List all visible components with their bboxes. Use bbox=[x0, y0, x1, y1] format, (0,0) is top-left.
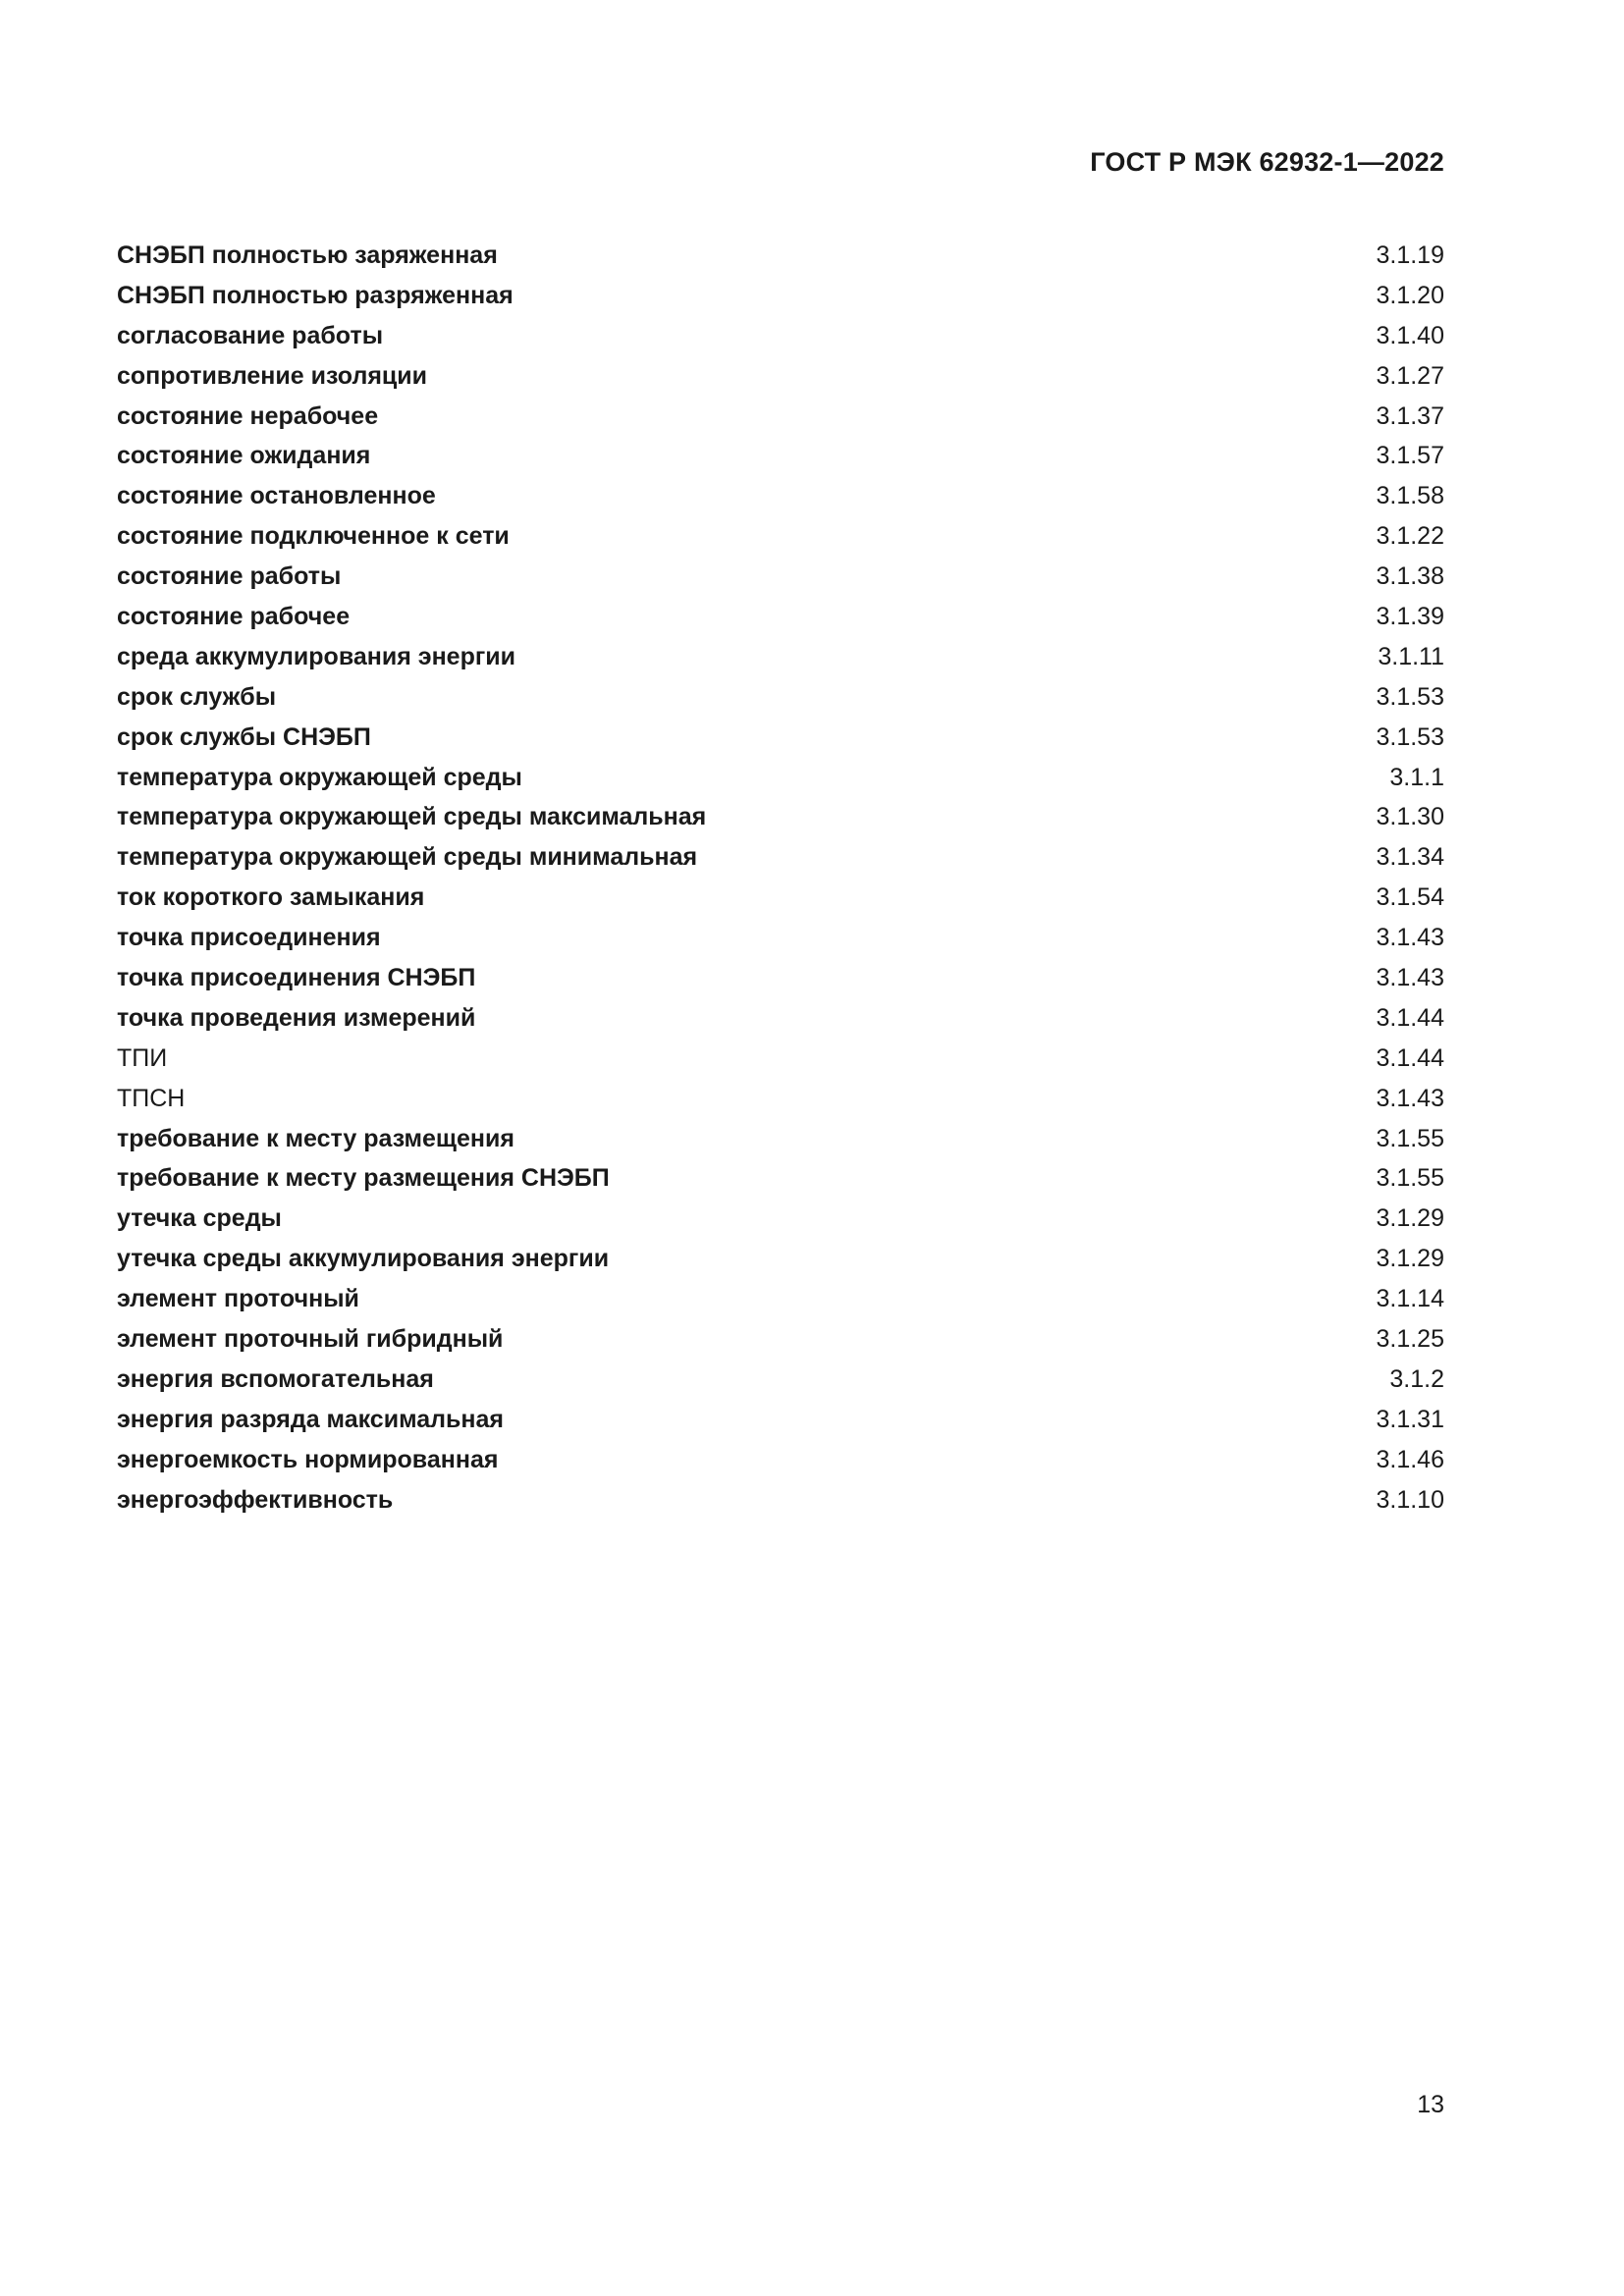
index-ref: 3.1.46 bbox=[1376, 1445, 1444, 1473]
index-row bbox=[117, 1119, 1444, 1159]
index-term: срок службы СНЭБП bbox=[117, 722, 371, 751]
index-ref: 3.1.43 bbox=[1376, 1084, 1444, 1112]
index-term: состояние рабочее bbox=[117, 603, 351, 631]
index-ref: 3.1.30 bbox=[1376, 803, 1444, 831]
index-term: точка присоединения bbox=[117, 924, 381, 952]
index-term: требование к месту размещения СНЭБП bbox=[117, 1164, 610, 1193]
index-row bbox=[117, 1239, 1444, 1279]
index-ref: 3.1.31 bbox=[1376, 1405, 1444, 1433]
index-term: ТПИ bbox=[117, 1043, 168, 1072]
index-row bbox=[117, 1279, 1444, 1319]
index-ref: 3.1.44 bbox=[1376, 1003, 1444, 1032]
index-ref: 3.1.2 bbox=[1389, 1364, 1444, 1393]
index-term: энергия разряда максимальная bbox=[117, 1405, 504, 1433]
index-term: ТПСН bbox=[117, 1084, 186, 1112]
index-term: состояние ожидания bbox=[117, 442, 371, 470]
index-term: согласование работы bbox=[117, 321, 384, 349]
index-ref: 3.1.58 bbox=[1376, 482, 1444, 510]
index-row bbox=[117, 476, 1444, 516]
index-row bbox=[117, 1400, 1444, 1440]
index-term: СНЭБП полностью заряженная bbox=[117, 241, 498, 269]
index-term: энергия вспомогательная bbox=[117, 1364, 434, 1393]
index-row bbox=[117, 1039, 1444, 1079]
index-row bbox=[117, 918, 1444, 958]
index-term: сопротивление изоляции bbox=[117, 361, 428, 390]
index-ref: 3.1.25 bbox=[1376, 1325, 1444, 1354]
index-term: требование к месту размещения bbox=[117, 1124, 514, 1152]
page-number: 13 bbox=[1417, 2091, 1444, 2118]
index-ref: 3.1.1 bbox=[1389, 763, 1444, 791]
index-ref: 3.1.29 bbox=[1376, 1245, 1444, 1273]
index-row bbox=[117, 1079, 1444, 1119]
index-term: точка проведения измерений bbox=[117, 1003, 476, 1032]
index-ref: 3.1.53 bbox=[1376, 722, 1444, 751]
index-term: температура окружающей среды bbox=[117, 763, 522, 791]
index-ref: 3.1.34 bbox=[1376, 843, 1444, 872]
index-row bbox=[117, 758, 1444, 798]
index-row bbox=[117, 797, 1444, 837]
term-index-list bbox=[117, 236, 1444, 1521]
index-row bbox=[117, 837, 1444, 878]
index-row bbox=[117, 1199, 1444, 1239]
index-row bbox=[117, 1158, 1444, 1199]
index-row bbox=[117, 397, 1444, 437]
index-ref: 3.1.39 bbox=[1376, 603, 1444, 631]
index-ref: 3.1.37 bbox=[1376, 401, 1444, 430]
index-term: элемент проточный bbox=[117, 1285, 359, 1313]
index-ref: 3.1.29 bbox=[1376, 1204, 1444, 1233]
index-term: элемент проточный гибридный bbox=[117, 1325, 504, 1354]
index-term: СНЭБП полностью разряженная bbox=[117, 281, 514, 309]
index-ref: 3.1.11 bbox=[1378, 642, 1444, 670]
index-term: состояние подключенное к сети bbox=[117, 522, 510, 551]
index-term: утечка среды bbox=[117, 1204, 282, 1233]
index-term: срок службы bbox=[117, 682, 277, 711]
index-row bbox=[117, 516, 1444, 557]
index-row bbox=[117, 1440, 1444, 1480]
index-term: утечка среды аккумулирования энергии bbox=[117, 1245, 610, 1273]
document-code-header: ГОСТ Р МЭК 62932-1—2022 bbox=[1090, 147, 1444, 177]
index-row bbox=[117, 276, 1444, 316]
index-row bbox=[117, 677, 1444, 718]
index-ref: 3.1.27 bbox=[1376, 361, 1444, 390]
index-ref: 3.1.54 bbox=[1376, 883, 1444, 912]
index-ref: 3.1.14 bbox=[1376, 1285, 1444, 1313]
index-term: энергоемкость нормированная bbox=[117, 1445, 499, 1473]
index-term: ток короткого замыкания bbox=[117, 883, 425, 912]
index-ref: 3.1.43 bbox=[1376, 964, 1444, 992]
index-term: точка присоединения СНЭБП bbox=[117, 964, 476, 992]
index-row bbox=[117, 958, 1444, 998]
index-row bbox=[117, 597, 1444, 637]
index-row bbox=[117, 1319, 1444, 1360]
index-ref: 3.1.38 bbox=[1376, 562, 1444, 591]
index-ref: 3.1.57 bbox=[1376, 442, 1444, 470]
index-row bbox=[117, 878, 1444, 918]
index-term: состояние работы bbox=[117, 562, 342, 591]
index-term: среда аккумулирования энергии bbox=[117, 642, 516, 670]
index-term: состояние нерабочее bbox=[117, 401, 379, 430]
index-row bbox=[117, 1480, 1444, 1521]
index-row bbox=[117, 557, 1444, 597]
index-ref: 3.1.55 bbox=[1376, 1124, 1444, 1152]
index-ref: 3.1.10 bbox=[1376, 1485, 1444, 1514]
index-term: энергоэффективность bbox=[117, 1485, 394, 1514]
index-term: состояние остановленное bbox=[117, 482, 436, 510]
index-row bbox=[117, 316, 1444, 356]
index-row bbox=[117, 236, 1444, 276]
index-term: температура окружающей среды максимальная bbox=[117, 803, 707, 831]
index-ref: 3.1.44 bbox=[1376, 1043, 1444, 1072]
index-ref: 3.1.55 bbox=[1376, 1164, 1444, 1193]
index-ref: 3.1.20 bbox=[1376, 281, 1444, 309]
index-row bbox=[117, 998, 1444, 1039]
index-ref: 3.1.19 bbox=[1376, 241, 1444, 269]
index-ref: 3.1.22 bbox=[1376, 522, 1444, 551]
index-row bbox=[117, 637, 1444, 677]
index-ref: 3.1.43 bbox=[1376, 924, 1444, 952]
index-term: температура окружающей среды минимальная bbox=[117, 843, 698, 872]
index-row bbox=[117, 1360, 1444, 1400]
index-row bbox=[117, 436, 1444, 476]
index-ref: 3.1.53 bbox=[1376, 682, 1444, 711]
index-row bbox=[117, 356, 1444, 397]
index-ref: 3.1.40 bbox=[1376, 321, 1444, 349]
index-row bbox=[117, 718, 1444, 758]
